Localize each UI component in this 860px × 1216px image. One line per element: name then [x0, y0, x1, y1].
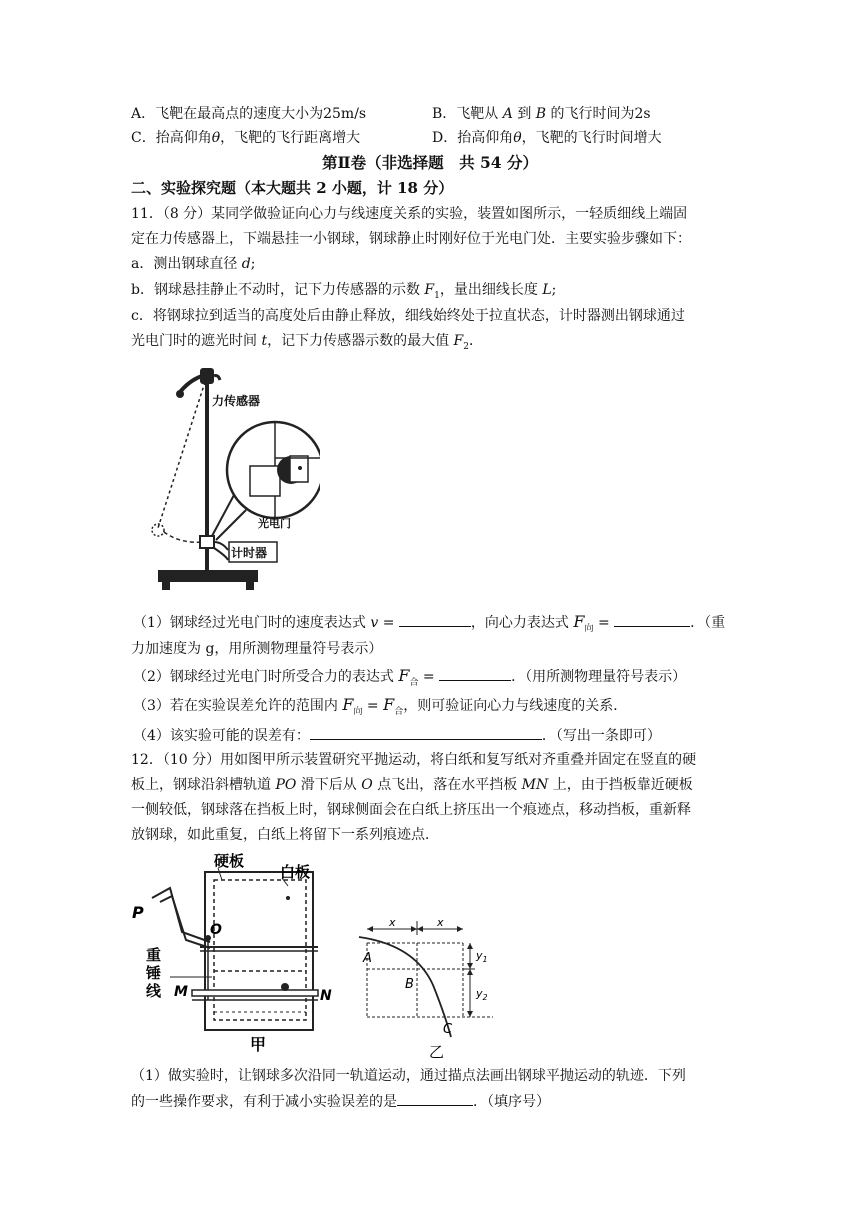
- q11-step-b: [131, 280, 556, 306]
- label-M: M: [174, 984, 188, 1000]
- var-t: t: [261, 333, 268, 349]
- label-point-A: A: [363, 951, 372, 966]
- label-y1: $y_1$: [476, 949, 488, 964]
- step-text: 光电门时的遮光时间: [131, 333, 262, 349]
- step-text: a．测出钢球直径: [131, 256, 242, 272]
- ball: [281, 983, 289, 991]
- part-text: ，则可验证向心力与线速度的关系．: [403, 698, 628, 714]
- step-text: ;: [250, 256, 256, 272]
- subscript: 1: [434, 290, 440, 301]
- part-text: =: [418, 669, 440, 685]
- option-b-text: 的飞行时间为2s: [546, 106, 651, 122]
- var-F: F: [342, 695, 354, 714]
- part-text: （2）钢球经过光电门时所受合力的表达式: [133, 669, 399, 685]
- answer-blank-velocity[interactable]: [399, 612, 471, 627]
- q11-step-c2: [131, 331, 483, 357]
- caption-yi: 乙: [429, 1043, 445, 1061]
- var-theta: θ: [513, 130, 522, 146]
- var-F: F: [424, 282, 435, 298]
- answer-blank-centripetal-force[interactable]: [614, 612, 690, 627]
- option-c-text: ，飞靶的飞行距离增大: [220, 130, 361, 146]
- label-N: N: [320, 988, 332, 1004]
- step-text: ．: [469, 333, 483, 349]
- q12-line1: 12．（10 分）用如图甲所示装置研究平抛运动，将白纸和复写纸对齐重叠并固定在竖直的硬: [131, 752, 697, 768]
- ramp-track: [152, 888, 210, 942]
- var-F: F: [383, 695, 395, 714]
- option-c-text: C．抬高仰角: [131, 130, 212, 146]
- var-F: F: [573, 612, 585, 631]
- option-d-text: D．抬高仰角: [432, 130, 514, 146]
- var-F: F: [398, 666, 410, 685]
- var-F: F: [453, 333, 464, 349]
- label-x1: x: [389, 916, 396, 929]
- label-force-sensor: 力传感器: [212, 394, 261, 408]
- option-b: [432, 104, 651, 124]
- q11-step-c1: c．将钢球拉到适当的高度处后由静止释放，细线始终处于拉直状态，计时器测出钢球通过: [131, 308, 685, 324]
- label-plumb-3: 线: [146, 982, 162, 1000]
- q12-line3: 一侧较低，钢球落在挡板上时，钢球侧面会在白纸上挤压出一个痕迹点，移动挡板，重新释: [131, 802, 691, 818]
- label-x2: x: [437, 916, 444, 929]
- var-theta: θ: [211, 130, 221, 146]
- step-text: ，量出细线长度: [439, 282, 543, 298]
- pendulum-string: [158, 382, 205, 528]
- part-text: =: [593, 615, 615, 631]
- part-text: ．（填序号）: [473, 1094, 550, 1110]
- part-text: ，向心力表达式: [470, 615, 574, 631]
- part-text: =: [378, 615, 399, 631]
- label-P: P: [132, 903, 144, 922]
- part-title: 第Ⅱ卷（非选择题 共 54 分）: [322, 153, 538, 172]
- label-timer: 计时器: [231, 546, 268, 560]
- label-plumb-2: 锤: [146, 964, 162, 982]
- sensor-clamp: [200, 368, 214, 384]
- q12-text: 板上，钢球沿斜槽轨道: [131, 777, 276, 793]
- q11-line2: 定在力传感器上，下端悬挂一小钢球，钢球静止时刚好位于光电门处．主要实验步骤如下：: [131, 231, 691, 247]
- step-text: ;: [551, 282, 557, 298]
- subscript: 合: [409, 677, 419, 688]
- q12-text: 滑下后从: [296, 777, 362, 793]
- answer-blank-net-force[interactable]: [439, 666, 511, 681]
- q12-line2: [131, 775, 693, 795]
- q11-part1-line2: 力加速度为 g，用所测物理量符号表示）: [131, 641, 383, 657]
- q12-part1-line1: （1）做实验时，让钢球多次沿同一轨道运动，通过描点法画出钢球平抛运动的轨迹．下列: [131, 1068, 686, 1084]
- subscript: 向: [584, 623, 594, 634]
- q11-apparatus-figure: [150, 360, 320, 600]
- answer-blank-error[interactable]: [310, 725, 542, 740]
- q11-step-a: [131, 254, 255, 274]
- var-O: O: [361, 777, 373, 793]
- photogate-small: [200, 536, 214, 548]
- step-text: ，记下力传感器示数的最大值: [267, 333, 454, 349]
- part-text: （1）钢球经过光电门时的速度表达式: [133, 615, 371, 631]
- label-plumb-1: 重: [146, 946, 162, 964]
- part-text: ．（重: [690, 615, 726, 631]
- q12-part1-line2: [131, 1091, 550, 1112]
- subscript: 2: [463, 341, 469, 352]
- step-text: b．钢球悬挂静止不动时，记下力传感器的示数: [131, 282, 425, 298]
- q11-part4: [133, 725, 661, 746]
- label-white-board: 白板: [280, 863, 311, 881]
- part-text: ．（写出一条即可）: [541, 728, 661, 744]
- part-text: （3）若在实验误差允许的范围内: [133, 698, 343, 714]
- option-c: [131, 128, 360, 148]
- var-B: B: [535, 106, 547, 122]
- q11-line1: 11．（8 分）某同学做验证向心力与线速度关系的实验，装置如图所示，一轻质细线上端固: [131, 206, 688, 222]
- baffle-MN: [192, 990, 318, 996]
- q12-text: 上，由于挡板靠近硬板: [548, 777, 693, 793]
- q11-part3: [133, 695, 627, 722]
- var-MN: MN: [521, 777, 549, 793]
- label-point-B: B: [405, 977, 414, 992]
- label-photogate: 光电门: [258, 517, 291, 530]
- option-a: A．飞靶在最高点的速度大小为25m/s: [131, 106, 367, 122]
- q12-line4: 放钢球，如此重复，白纸上将留下一系列痕迹点．: [131, 827, 439, 843]
- subscript: 合: [394, 706, 404, 717]
- q11-part1: [133, 612, 725, 639]
- label-hard-board: 硬板: [214, 852, 245, 870]
- caption-jia: 甲: [250, 1035, 267, 1054]
- label-y2: $y_2$: [476, 987, 488, 1002]
- part-text: （4）该实验可能的误差有：: [133, 728, 310, 744]
- option-b-text: 到: [512, 106, 536, 122]
- var-A: A: [502, 106, 513, 122]
- part-text: =: [362, 698, 384, 714]
- subscript: 向: [353, 706, 363, 717]
- var-d: d: [241, 256, 251, 272]
- answer-blank-q12-1[interactable]: [397, 1091, 473, 1106]
- figure-jia: [130, 850, 335, 1065]
- var-PO: PO: [275, 777, 297, 793]
- option-d: [432, 128, 662, 148]
- q11-part2: [133, 666, 686, 693]
- option-b-text: B．飞靶从: [432, 106, 503, 122]
- var-v: v: [370, 615, 379, 631]
- label-point-C: C: [443, 1022, 453, 1037]
- section-title: 二、实验探究题（本大题共 2 小题，计 18 分）: [131, 179, 454, 197]
- var-L: L: [542, 282, 552, 298]
- part-text: 的一些操作要求，有利于减小实验误差的是: [131, 1094, 397, 1110]
- option-d-text: ，飞靶的飞行时间增大: [521, 130, 662, 146]
- figure-yi: [355, 915, 515, 1065]
- label-O: O: [210, 922, 222, 938]
- q12-text: 点飞出，落在水平挡板: [372, 777, 522, 793]
- stand-base: [158, 570, 258, 582]
- part-text: ．（用所测物理量符号表示）: [511, 669, 687, 685]
